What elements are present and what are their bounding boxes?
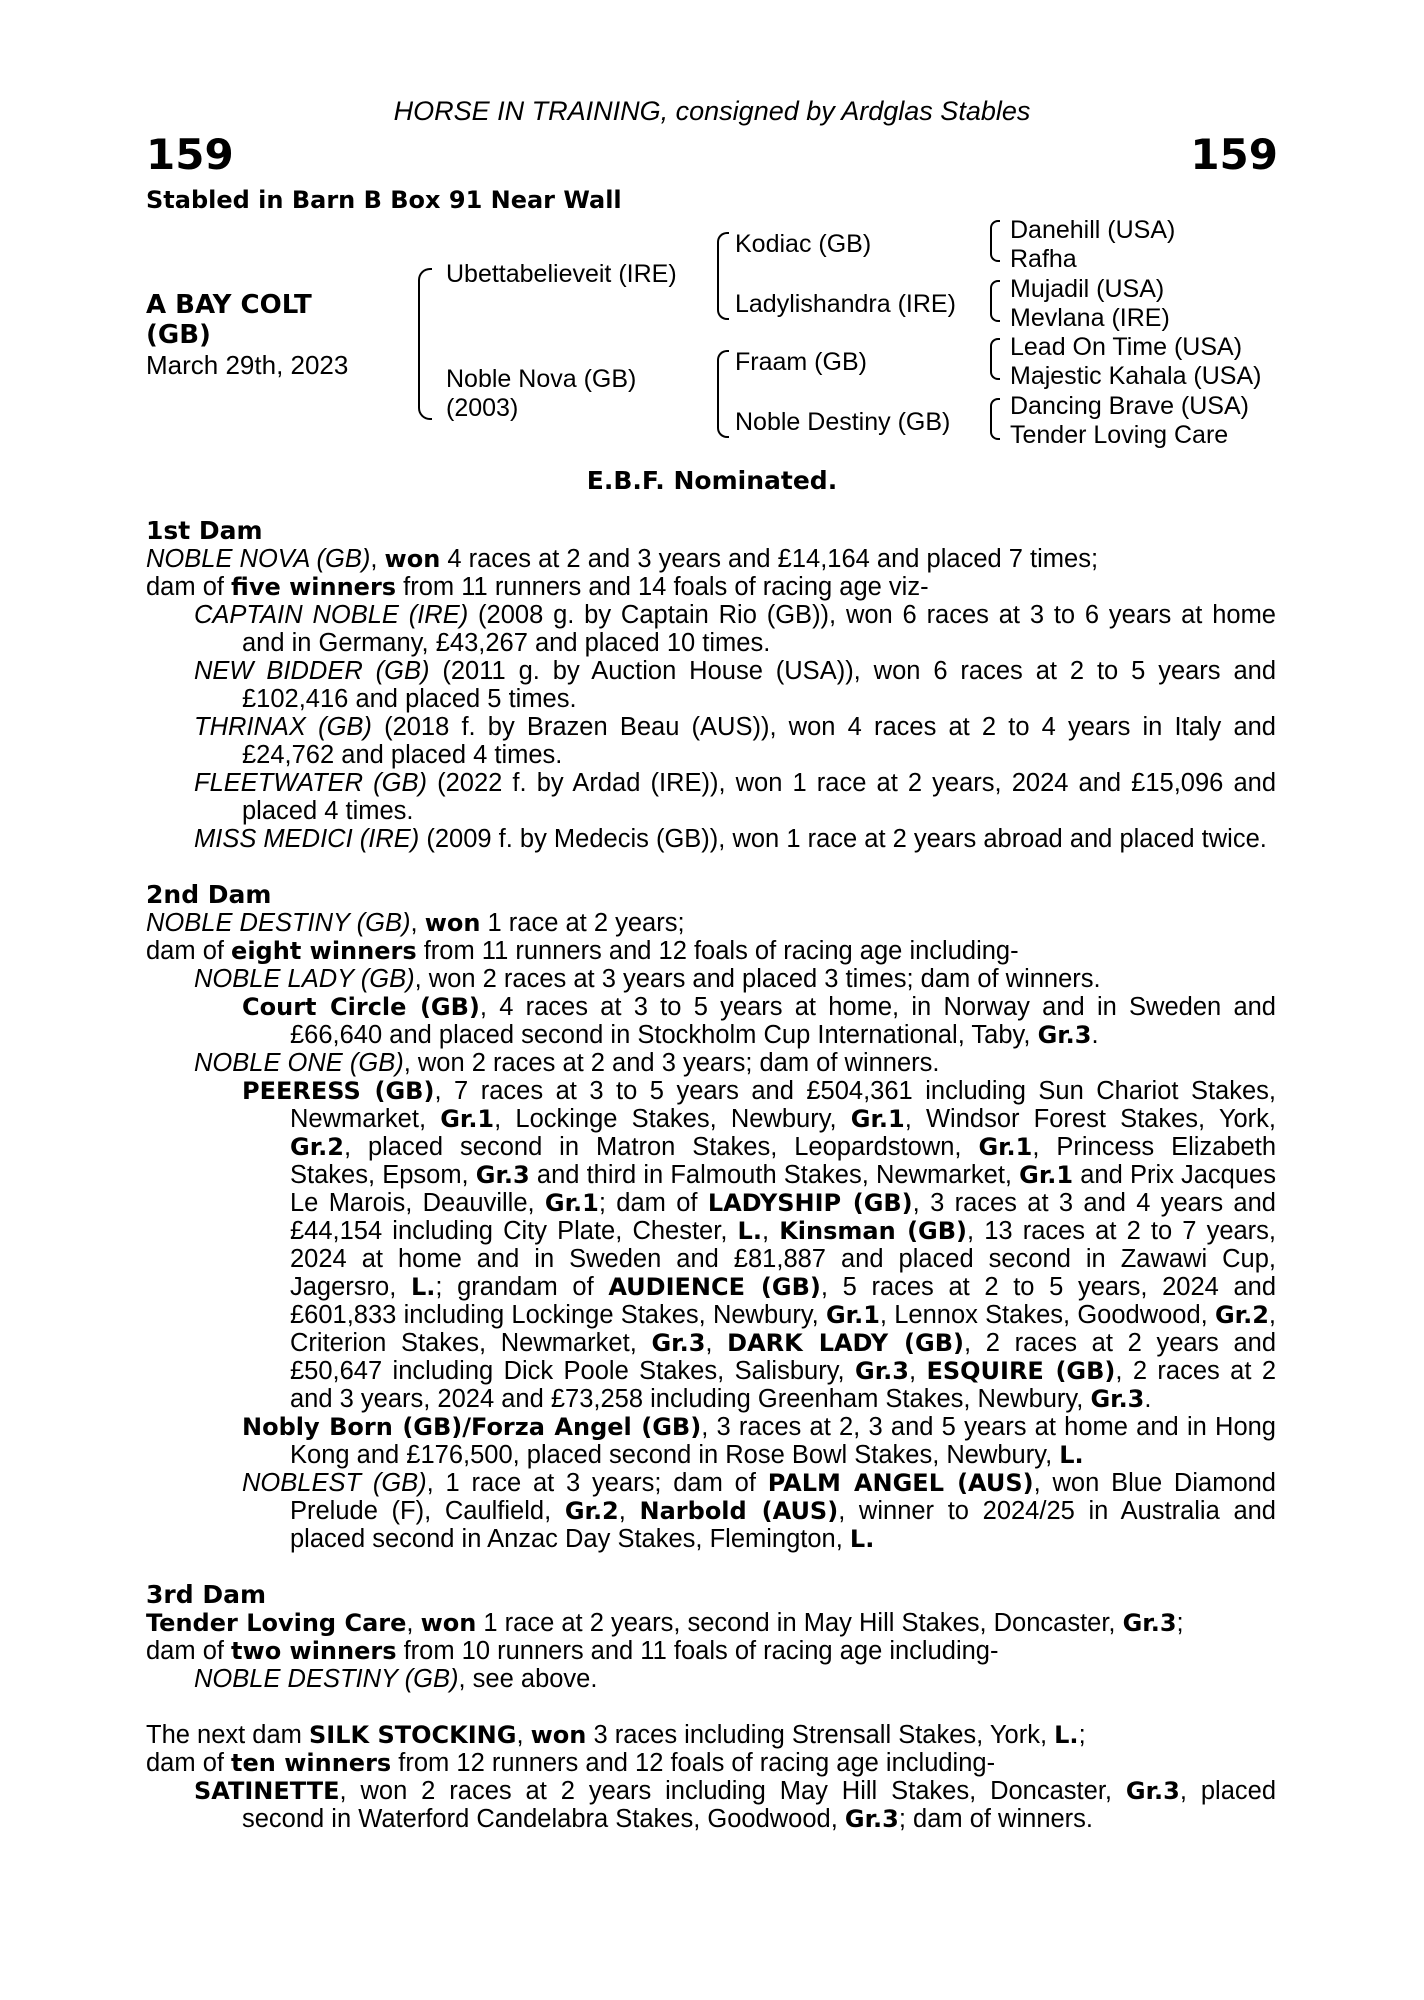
- grand-progeny-item: NOBLEST (GB), 1 race at 3 years; dam of PALM ANGEL (AUS), won Blue Diamond Prelude (F), Caulfield, Gr.2, Narbold (AUS), winner to 2024/25 in Australia and placed second in Anzac Day Stakes, Flemington, L.: [242, 1469, 1276, 1553]
- horse-identity: [146, 290, 348, 380]
- grand-progeny-item: PEERESS (GB), 7 races at 3 to 5 years and £504,361 including Sun Chariot Stakes, Newmarket, Gr.1, Lockinge Stakes, Newbury, Gr.1, Windsor Forest Stakes, York, Gr.2, placed second in Matron Stakes, Leopardstown, Gr.1, Princess Elizabeth Stakes, Epsom, Gr.3 and third in Falmouth Stakes, Newmarket, Gr.1 and Prix Jacques Le Marois, Deauville, Gr.1; dam of LADYSHIP (GB), 3 races at 3 and 4 years and £44,154 including City Plate, Chester, L., Kinsman (GB), 13 races at 2 to 7 years, 2024 at home and in Sweden and £81,887 and placed second in Zawawi Cup, Jagersro, L.; grandam of AUDIENCE (GB), 5 races at 2 to 5 years, 2024 and £601,833 including Lockinge Stakes, Newbury, Gr.1, Lennox Stakes, Goodwood, Gr.2, Criterion Stakes, Newmarket, Gr.3, DARK LADY (GB), 2 races at 2 years and £50,647 including Dick Poole Stakes, Salisbury, Gr.3, ESQUIRE (GB), 2 races at 2 and 3 years, 2024 and £73,258 including Greenham Stakes, Newbury, Gr.3.: [242, 1077, 1277, 1413]
- horse-country: (GB): [146, 320, 211, 350]
- pedigree-bracket-g4: [990, 398, 1000, 440]
- progeny-item: NEW BIDDER (GB) (2011 g. by Auction House (USA)), won 6 races at 2 to 5 years and £102,416 and placed 5 times.: [194, 657, 1277, 713]
- third-dam-produce: dam of two winners from 10 runners and 11 foals of racing age including-: [146, 1637, 999, 1665]
- pedigree-sire-dam: Ladylishandra (IRE): [735, 290, 956, 318]
- pedigree-sire-sire: Kodiac (GB): [735, 230, 872, 258]
- pedigree-dsd: Majestic Kahala (USA): [1010, 362, 1262, 390]
- pedigree-bracket-sire: [717, 232, 729, 320]
- pedigree-dam-year: (2003): [446, 394, 519, 422]
- next-dam-record: The next dam SILK STOCKING, won 3 races including Strensall Stakes, York, L.;: [146, 1721, 1086, 1749]
- pedigree-sire: Ubettabelieveit (IRE): [446, 260, 677, 288]
- catalogue-header: HORSE IN TRAINING, consigned by Ardglas Stables: [393, 96, 1031, 126]
- pedigree-ssd: Rafha: [1010, 245, 1077, 273]
- first-dam-produce: dam of five winners from 11 runners and 14 foals of racing age viz-: [146, 573, 929, 601]
- pedigree-sdd: Mevlana (IRE): [1010, 304, 1170, 332]
- pedigree-dam-dam: Noble Destiny (GB): [735, 408, 951, 436]
- progeny-item: NOBLE DESTINY (GB), see above.: [194, 1665, 598, 1693]
- pedigree-bracket-g2: [990, 280, 1000, 322]
- grand-progeny-item: Court Circle (GB), 4 races at 3 to 5 years at home, in Norway and in Sweden and £66,640 and placed second in Stockholm Cup International, Taby, Gr.3.: [242, 993, 1276, 1049]
- pedigree-dam: Noble Nova (GB): [446, 365, 637, 393]
- second-dam-heading: 2nd Dam: [146, 880, 272, 909]
- progeny-item: CAPTAIN NOBLE (IRE) (2008 g. by Captain Rio (GB)), won 6 races at 3 to 6 years at home and in Germany, £43,267 and placed 10 times.: [194, 601, 1276, 657]
- horse-description: A BAY COLT: [146, 290, 312, 320]
- progeny-item: MISS MEDICI (IRE) (2009 f. by Medecis (GB)), won 1 race at 2 years abroad and placed twice.: [194, 825, 1267, 853]
- first-dam-record: NOBLE NOVA (GB), won 4 races at 2 and 3 years and £14,164 and placed 7 times;: [146, 545, 1099, 573]
- ebf-nomination: E.B.F. Nominated.: [586, 466, 838, 495]
- second-dam-record: NOBLE DESTINY (GB), won 1 race at 2 years;: [146, 909, 685, 937]
- progeny-item: THRINAX (GB) (2018 f. by Brazen Beau (AUS)), won 4 races at 2 to 4 years in Italy and £24,762 and placed 4 times.: [194, 713, 1276, 769]
- progeny-item: SATINETTE, won 2 races at 2 years including May Hill Stakes, Doncaster, Gr.3, placed second in Waterford Candelabra Stakes, Goodwood, Gr.3; dam of winners.: [194, 1777, 1277, 1833]
- pedigree-ddd: Tender Loving Care: [1010, 421, 1229, 449]
- pedigree-sds: Mujadil (USA): [1010, 275, 1165, 303]
- lot-number-left: 159: [146, 130, 234, 179]
- grand-progeny-item: Nobly Born (GB)/Forza Angel (GB), 3 races at 2, 3 and 5 years at home and in Hong Kong and £176,500, placed second in Rose Bowl Stakes, Newbury, L.: [242, 1413, 1276, 1469]
- pedigree-bracket-g1: [990, 220, 1000, 262]
- pedigree-dam-sire: Fraam (GB): [735, 348, 867, 376]
- third-dam-heading: 3rd Dam: [146, 1580, 266, 1609]
- first-dam-heading: 1st Dam: [146, 516, 263, 545]
- pedigree-bracket-g3: [990, 338, 1000, 380]
- catalogue-body: [146, 517, 1276, 1833]
- progeny-item: NOBLE LADY (GB), won 2 races at 3 years and placed 3 times; dam of winners.: [194, 965, 1101, 993]
- lot-number-right: 159: [1190, 130, 1278, 179]
- pedigree-bracket-dam: [717, 350, 729, 438]
- progeny-item: FLEETWATER (GB) (2022 f. by Ardad (IRE)), won 1 race at 2 years, 2024 and £15,096 and placed 4 times.: [194, 769, 1276, 825]
- pedigree-sss: Danehill (USA): [1010, 216, 1176, 244]
- pedigree-dds: Dancing Brave (USA): [1010, 392, 1249, 420]
- stabling-location: Stabled in Barn B Box 91 Near Wall: [146, 186, 622, 214]
- third-dam-record: Tender Loving Care, won 1 race at 2 years, second in May Hill Stakes, Doncaster, Gr.3;: [146, 1609, 1184, 1637]
- pedigree-dss: Lead On Time (USA): [1010, 333, 1243, 361]
- pedigree-bracket-main: [418, 268, 432, 420]
- next-dam-produce: dam of ten winners from 12 runners and 12 foals of racing age including-: [146, 1749, 996, 1777]
- foaling-date: March 29th, 2023: [146, 350, 349, 380]
- second-dam-produce: dam of eight winners from 11 runners and 12 foals of racing age including-: [146, 937, 1019, 965]
- progeny-item: NOBLE ONE (GB), won 2 races at 2 and 3 years; dam of winners.: [194, 1049, 940, 1077]
